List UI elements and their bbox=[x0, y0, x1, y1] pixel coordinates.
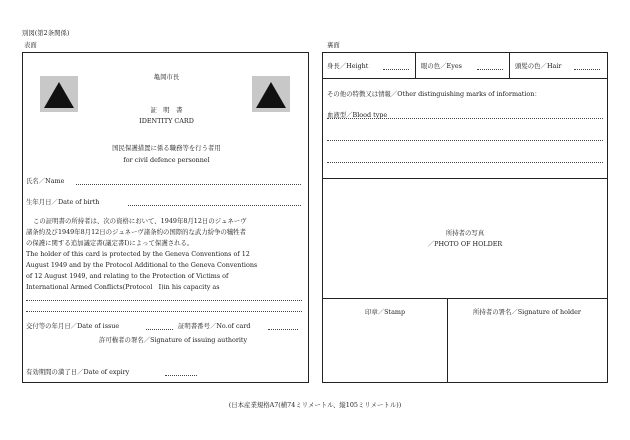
card-number-label: 証明書番号／No.of card bbox=[178, 322, 251, 330]
purpose-japanese: 国民保護措置に係る職務等を行う者用 bbox=[112, 144, 221, 152]
capacity-line-2 bbox=[26, 311, 302, 312]
holder-signature-label: 所持者の署名／Signature of holder bbox=[473, 308, 581, 316]
date-of-issue-label: 交付等の年月日／Date of issue bbox=[26, 322, 120, 330]
identity-card-front bbox=[22, 52, 309, 383]
body-en-line-3: of 12 August 1949, and relating to the Protection of Victims of bbox=[26, 272, 229, 280]
civil-defence-emblem-right bbox=[252, 76, 290, 112]
back-side-label: 裏面 bbox=[327, 41, 340, 49]
eyes-line bbox=[477, 69, 503, 70]
identity-card-title: IDENTITY CARD bbox=[139, 117, 194, 125]
height-line bbox=[383, 69, 409, 70]
body-jp-line-2: 諸条約及び1949年8月12日のジュネーヴ諸条約の国際的な武力紛争の犠牲者 bbox=[26, 228, 247, 236]
civil-defence-emblem-left bbox=[40, 76, 78, 112]
purpose-english: for civil defence personnel bbox=[123, 156, 210, 164]
back-divider bbox=[323, 298, 607, 299]
body-jp-line-3: の保護に関する追加議定書(議定書Ⅰ)によって保護される。 bbox=[26, 239, 194, 247]
height-label: 身長／Height bbox=[327, 62, 369, 70]
other-info-line-2 bbox=[327, 162, 603, 163]
name-label: 氏名／Name bbox=[26, 177, 65, 185]
body-en-line-4: International Armed Conflicts(Protocol Ⅰ)in his capacity as bbox=[26, 283, 220, 291]
dob-field-line bbox=[128, 205, 301, 206]
other-info-line-1 bbox=[327, 140, 603, 141]
certificate-title: 証 明 書 bbox=[150, 106, 183, 114]
back-divider bbox=[323, 78, 607, 79]
photo-label-japanese: 所持者の写真 bbox=[445, 229, 485, 237]
identity-card-back bbox=[322, 52, 608, 383]
back-divider bbox=[509, 53, 510, 78]
date-of-expiry-line bbox=[165, 375, 197, 376]
paper-size-spec: (日本産業規格A7(横74ミリメートル、縦105ミリメートル)) bbox=[228, 401, 402, 409]
body-jp-line-1: この証明書の所持者は、次の資格において、1949年8月12日のジュネーヴ bbox=[33, 217, 247, 225]
date-of-issue-line bbox=[146, 329, 173, 330]
capacity-line-1 bbox=[26, 300, 302, 301]
eyes-label: 眼の色／Eyes bbox=[421, 62, 462, 70]
name-field-line bbox=[76, 184, 301, 185]
blood-type-label: 血液型／Blood type bbox=[327, 111, 388, 119]
blood-type-line bbox=[327, 118, 603, 119]
hair-label: 頭髪の色／Hair bbox=[515, 62, 562, 70]
date-of-birth-label: 生年月日／Date of birth bbox=[26, 198, 100, 206]
issuing-authority-signature-label: 許可権者の署名／Signature of issuing authority bbox=[99, 336, 248, 344]
stamp-label: 印章／Stamp bbox=[364, 308, 406, 316]
front-side-label: 表面 bbox=[24, 41, 37, 49]
body-en-line-1: The holder of this card is protected by the Geneva Conventions of 12 bbox=[26, 250, 250, 258]
issuer-name: 亀岡市長 bbox=[153, 73, 180, 81]
date-of-expiry-label: 有効期間の満了日／Date of expiry bbox=[26, 368, 130, 376]
back-divider bbox=[415, 53, 416, 78]
attachment-label: 別図(第2条関係) bbox=[22, 29, 70, 37]
back-divider bbox=[323, 178, 607, 179]
body-en-line-2: August 1949 and by the Protocol Additional to the Geneva Conventions bbox=[26, 261, 258, 269]
card-number-line bbox=[268, 329, 298, 330]
hair-line bbox=[574, 69, 600, 70]
photo-label-english: ／PHOTO OF HOLDER bbox=[427, 240, 503, 248]
other-marks-label: その他の特徴又は情報／Other distinguishing marks of information： bbox=[327, 90, 541, 98]
